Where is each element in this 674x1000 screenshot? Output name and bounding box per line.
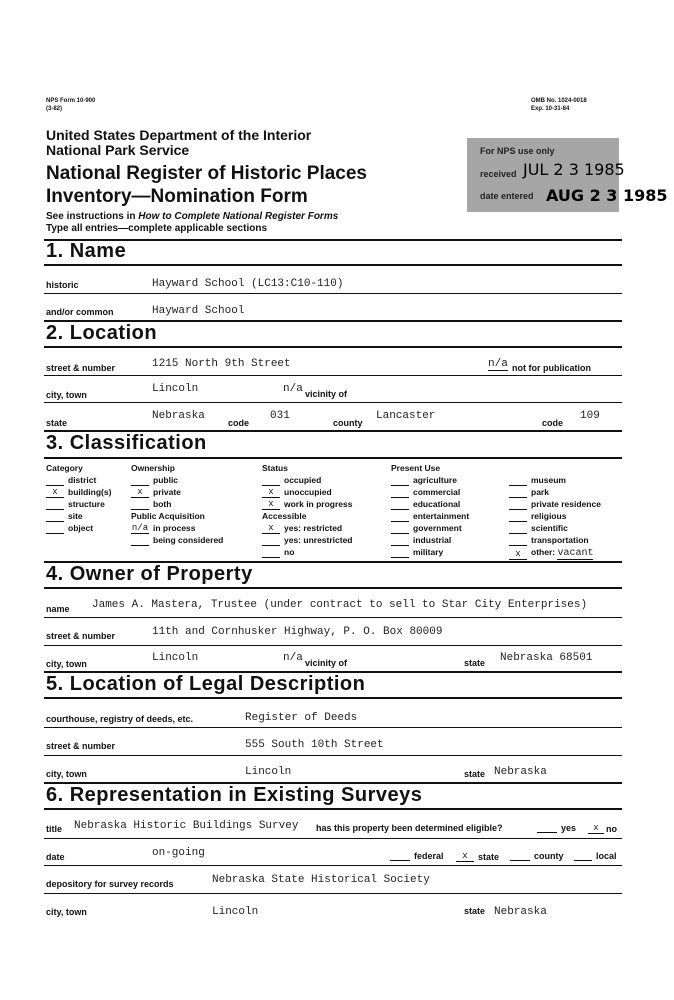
- ownership-column: [131, 462, 223, 546]
- row-rule: [44, 755, 622, 756]
- section-3-rule: [44, 457, 622, 459]
- checkbox[interactable]: [131, 475, 149, 486]
- present-use-item[interactable]: [391, 510, 469, 522]
- owner-state-label: state: [464, 658, 486, 668]
- checkbox-label: agriculture: [413, 475, 457, 485]
- checkbox[interactable]: x: [131, 487, 149, 498]
- level-federal[interactable]: [390, 851, 444, 861]
- checkbox[interactable]: [391, 475, 409, 486]
- checkbox[interactable]: x: [456, 851, 474, 862]
- checkbox-label: government: [413, 523, 462, 533]
- checkbox[interactable]: [46, 499, 64, 510]
- category-item[interactable]: [46, 522, 111, 534]
- checkbox-label: other:: [531, 547, 556, 557]
- legal-city-value: Lincoln: [245, 766, 292, 778]
- present-use-item[interactable]: [391, 498, 469, 510]
- county-code-label: code: [542, 418, 564, 428]
- survey-title-value: Nebraska Historic Buildings Survey: [74, 820, 299, 832]
- checkbox-label: being considered: [153, 535, 224, 545]
- checkbox[interactable]: [391, 487, 409, 498]
- legal-state-label: state: [464, 769, 486, 779]
- present-use-heading: Present Use: [391, 463, 441, 473]
- checkbox[interactable]: [391, 535, 409, 546]
- present-use-item[interactable]: [509, 534, 601, 546]
- section-3-title: 3. Classification: [46, 432, 207, 454]
- checkbox[interactable]: [510, 851, 530, 861]
- checkbox-label: entertainment: [413, 511, 470, 521]
- checkbox-label: object: [68, 523, 94, 533]
- level-local[interactable]: [574, 851, 617, 861]
- checkbox-label: occupied: [284, 475, 322, 485]
- checkbox[interactable]: x: [262, 487, 280, 498]
- present-use-item[interactable]: [509, 510, 601, 522]
- instructions-line-1: See instructions in How to Complete National Register Forms: [46, 211, 339, 222]
- row-rule: [44, 375, 622, 376]
- checkbox-label: private residence: [531, 499, 601, 509]
- present-use-item[interactable]: [391, 522, 469, 534]
- survey-date-label: date: [46, 852, 65, 862]
- owner-street-label: street & number: [46, 631, 116, 641]
- checkbox[interactable]: n/a: [131, 523, 149, 533]
- row-rule: [44, 402, 622, 403]
- other-use-value: vacant: [557, 548, 594, 559]
- courthouse-value: Register of Deeds: [245, 712, 358, 724]
- section-1-title: 1. Name: [46, 240, 127, 262]
- page-title: National Register of Historic Places: [46, 163, 367, 184]
- row-rule: [44, 293, 622, 294]
- legal-street-value: 555 South 10th Street: [245, 739, 384, 751]
- present-use-column-2: [509, 474, 601, 558]
- present-use-item[interactable]: [509, 522, 601, 534]
- depository-label: depository for survey records: [46, 879, 174, 889]
- county-label: county: [333, 418, 363, 428]
- section-5-title: 5. Location of Legal Description: [46, 673, 366, 695]
- state-code-label: code: [228, 418, 250, 428]
- checkbox-label: local: [596, 851, 617, 861]
- checkbox[interactable]: [390, 851, 410, 861]
- checkbox[interactable]: [509, 475, 527, 486]
- row-rule: [44, 838, 622, 839]
- checkbox[interactable]: x: [509, 549, 527, 560]
- survey-city-label: city, town: [46, 907, 87, 917]
- form-number: NPS Form 10-900: [46, 98, 96, 104]
- checkbox-label: yes: unrestricted: [284, 535, 353, 545]
- checkbox[interactable]: [509, 535, 527, 546]
- owner-street-value: 11th and Cornhusker Highway, P. O. Box 80009: [152, 626, 443, 638]
- stamp-received-label: received: [480, 169, 517, 179]
- category-item[interactable]: [46, 510, 111, 522]
- omb-expiration: Exp. 10-31-84: [531, 106, 570, 112]
- eligible-yes[interactable]: [537, 823, 576, 833]
- checkbox-label: federal: [414, 851, 444, 861]
- owner-name-label: name: [46, 604, 70, 614]
- checkbox[interactable]: [391, 523, 409, 534]
- present-use-item[interactable]: [509, 498, 601, 510]
- present-use-item[interactable]: [509, 474, 601, 486]
- eligible-label: has this property been determined eligible?: [316, 823, 503, 833]
- present-use-item[interactable]: [391, 546, 469, 558]
- department-name: United States Department of the Interior: [46, 127, 312, 143]
- checkbox-label: site: [68, 511, 83, 521]
- acquisition-item[interactable]: [131, 534, 223, 546]
- street-label: street & number: [46, 363, 116, 373]
- present-use-item[interactable]: [391, 534, 469, 546]
- present-use-column: [391, 462, 469, 558]
- checkbox-label: yes: [561, 823, 577, 833]
- survey-state-label: state: [464, 906, 486, 916]
- checkbox-label: no: [606, 824, 617, 834]
- present-use-item[interactable]: [391, 474, 469, 486]
- omb-number: OMB No. 1024-0018: [531, 98, 587, 104]
- category-heading: Category: [46, 463, 83, 473]
- checkbox[interactable]: [391, 511, 409, 522]
- common-name-label: and/or common: [46, 307, 114, 317]
- service-name: National Park Service: [46, 142, 190, 158]
- checkbox-label: building(s): [68, 487, 112, 497]
- checkbox[interactable]: x: [46, 487, 64, 498]
- state-label: state: [46, 418, 68, 428]
- category-item[interactable]: [46, 474, 111, 486]
- checkbox-label: county: [534, 851, 564, 861]
- row-rule: [44, 893, 622, 894]
- checkbox[interactable]: [262, 535, 280, 546]
- section-6-title: 6. Representation in Existing Surveys: [46, 784, 423, 806]
- survey-city-value: Lincoln: [212, 906, 259, 918]
- section-6-rule: [44, 808, 622, 810]
- legal-state-value: Nebraska: [494, 766, 547, 778]
- accessible-item[interactable]: [262, 534, 353, 546]
- checkbox[interactable]: x: [262, 523, 280, 534]
- courthouse-label: courthouse, registry of deeds, etc.: [46, 714, 194, 724]
- eligible-no[interactable]: [588, 823, 617, 834]
- section-4-title: 4. Owner of Property: [46, 563, 253, 585]
- checkbox-label: yes: restricted: [284, 523, 343, 533]
- owner-city-label: city, town: [46, 659, 87, 669]
- section-4-rule: [44, 587, 622, 589]
- checkbox[interactable]: [391, 547, 409, 558]
- acquisition-heading: Public Acquisition: [131, 511, 205, 521]
- state-value: Nebraska: [152, 410, 205, 422]
- ownership-item[interactable]: [131, 486, 223, 498]
- status-item[interactable]: [262, 498, 353, 510]
- stamp-label: For NPS use only: [480, 146, 555, 156]
- status-item[interactable]: [262, 474, 353, 486]
- checkbox-label: educational: [413, 499, 461, 509]
- accessible-item[interactable]: [262, 522, 353, 534]
- survey-state-value: Nebraska: [494, 906, 547, 918]
- checkbox-label: no: [284, 547, 295, 557]
- checkbox-label: both: [153, 499, 172, 509]
- checkbox[interactable]: [509, 487, 527, 498]
- checkbox[interactable]: [262, 475, 280, 486]
- owner-name-value: James A. Mastera, Trustee (under contract to sell to Star City Enterprises): [92, 599, 588, 611]
- row-rule: [44, 865, 622, 866]
- section-2-title: 2. Location: [46, 322, 158, 344]
- checkbox-label: district: [68, 475, 97, 485]
- checkbox-label: scientific: [531, 523, 568, 533]
- present-use-item[interactable]: [509, 546, 601, 558]
- survey-date-value: on-going: [152, 847, 205, 859]
- row-rule: [44, 645, 622, 646]
- checkbox[interactable]: [46, 511, 64, 522]
- publication-na: n/a: [488, 358, 508, 370]
- checkbox-label: industrial: [413, 535, 452, 545]
- historic-label: historic: [46, 280, 79, 290]
- checkbox-label: unoccupied: [284, 487, 332, 497]
- depository-value: Nebraska State Historical Society: [212, 874, 430, 886]
- state-code-value: 031: [270, 410, 290, 422]
- row-rule: [44, 617, 622, 618]
- checkbox[interactable]: [509, 523, 527, 534]
- form-revision: (3-82): [46, 106, 63, 112]
- section-1-top-rule: [44, 239, 622, 241]
- survey-title-label: title: [46, 824, 63, 834]
- stamp-entered-label: date entered: [480, 191, 534, 201]
- legal-city-label: city, town: [46, 769, 87, 779]
- category-item[interactable]: [46, 486, 111, 498]
- common-name-value: Hayward School: [152, 305, 245, 317]
- status-column: [262, 462, 353, 558]
- page-subtitle: Inventory—Nomination Form: [46, 186, 308, 207]
- acquisition-item[interactable]: [131, 522, 223, 534]
- status-item[interactable]: [262, 486, 353, 498]
- present-use-item[interactable]: [509, 486, 601, 498]
- ownership-item[interactable]: [131, 498, 223, 510]
- checkbox-label: museum: [531, 475, 566, 485]
- checkbox-label: public: [153, 475, 179, 485]
- stamp-entered-date: AUG 2 3 1985: [546, 186, 668, 205]
- owner-city-value: Lincoln: [152, 652, 199, 664]
- checkbox-label: in process: [153, 523, 196, 533]
- county-code-value: 109: [580, 410, 600, 422]
- checkbox-label: structure: [68, 499, 105, 509]
- checkbox[interactable]: [537, 823, 557, 833]
- status-heading: Status: [262, 463, 288, 473]
- checkbox-label: commercial: [413, 487, 461, 497]
- owner-vicinity-na: n/a: [283, 652, 303, 664]
- checkbox-label: work in progress: [284, 499, 353, 509]
- checkbox[interactable]: [509, 511, 527, 522]
- level-state[interactable]: [456, 851, 499, 862]
- ownership-heading: Ownership: [131, 463, 175, 473]
- owner-state-value: Nebraska 68501: [500, 652, 593, 664]
- checkbox[interactable]: [509, 499, 527, 510]
- vicinity-label: vicinity of: [305, 389, 348, 399]
- checkbox[interactable]: [574, 851, 592, 861]
- vicinity-na: n/a: [283, 383, 303, 395]
- city-label: city, town: [46, 390, 87, 400]
- owner-vicinity-label: vicinity of: [305, 658, 348, 668]
- checkbox[interactable]: [262, 547, 280, 558]
- instructions-line-2: Type all entries—complete applicable sections: [46, 223, 268, 234]
- section-2-rule: [44, 346, 622, 348]
- checkbox[interactable]: [131, 499, 149, 510]
- stamp-received-date: JUL 2 3 1985: [523, 160, 625, 179]
- not-for-publication-label: not for publication: [512, 363, 591, 373]
- checkbox-label: private: [153, 487, 181, 497]
- checkbox-label: transportation: [531, 535, 589, 545]
- category-column: [46, 462, 111, 534]
- accessible-item[interactable]: [262, 546, 353, 558]
- legal-street-label: street & number: [46, 741, 116, 751]
- historic-value: Hayward School (LC13:C10-110): [152, 278, 344, 290]
- section-1-rule: [44, 264, 622, 266]
- level-county[interactable]: [510, 851, 564, 861]
- county-value: Lancaster: [376, 410, 436, 422]
- checkbox[interactable]: [131, 535, 149, 546]
- checkbox-label: military: [413, 547, 444, 557]
- checkbox[interactable]: [46, 523, 64, 534]
- checkbox-label: park: [531, 487, 549, 497]
- accessible-heading: Accessible: [262, 511, 307, 521]
- checkbox-label: state: [478, 852, 500, 862]
- checkbox-label: religious: [531, 511, 567, 521]
- city-value: Lincoln: [152, 383, 199, 395]
- street-value: 1215 North 9th Street: [152, 358, 291, 370]
- checkbox[interactable]: x: [588, 823, 604, 834]
- present-use-item[interactable]: [391, 486, 469, 498]
- ownership-item[interactable]: [131, 474, 223, 486]
- section-5-rule: [44, 697, 622, 699]
- category-item[interactable]: [46, 498, 111, 510]
- row-rule: [44, 727, 622, 728]
- checkbox[interactable]: x: [262, 499, 280, 510]
- checkbox[interactable]: [391, 499, 409, 510]
- checkbox[interactable]: [46, 475, 64, 486]
